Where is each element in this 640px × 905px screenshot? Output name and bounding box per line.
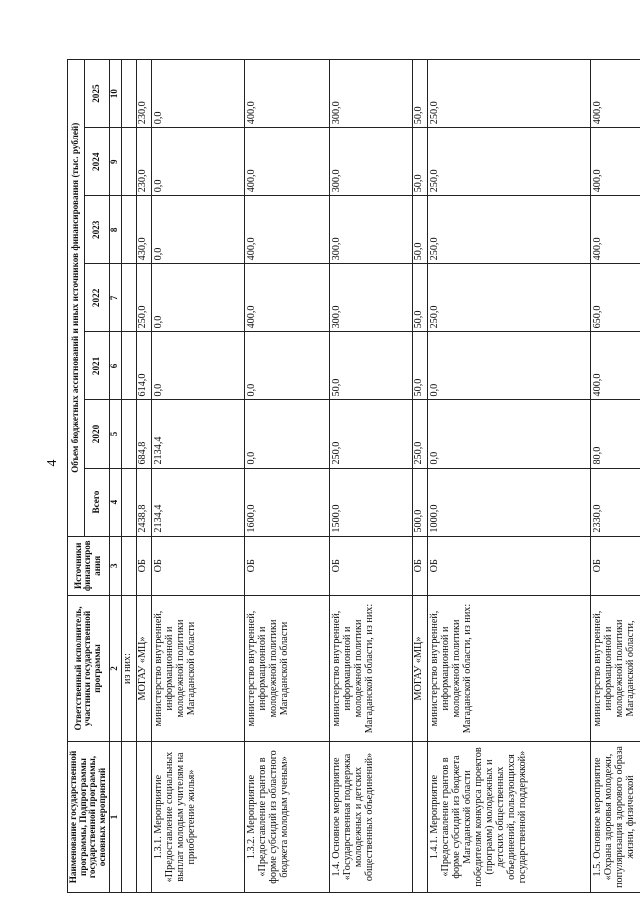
value-cell: [121, 196, 136, 264]
page-number: 4: [45, 459, 60, 467]
value-cell: 250,0: [428, 128, 591, 196]
value-cell: 50,0: [412, 196, 427, 264]
table-row: [152, 60, 245, 893]
value-cell: 400,0: [244, 264, 329, 332]
value-cell: 0,0: [152, 196, 245, 264]
value-cell: 400,0: [244, 196, 329, 264]
value-cell: 250,0: [428, 196, 591, 264]
value-cell: 0,0: [428, 400, 591, 468]
responsible-cell: из них:: [121, 595, 136, 741]
value-cell: 50,0: [412, 128, 427, 196]
header-year: 2021: [85, 332, 110, 400]
value-cell: [121, 400, 136, 468]
header-year: 2022: [85, 264, 110, 332]
responsible-cell: министерство внутренней, информационной и молодежной политики Магаданской области, из них:: [330, 595, 413, 741]
header-program: Наименование государственной программы, Подпрограммы государственной программы, основных мероприятий: [68, 742, 110, 893]
value-cell: [121, 60, 136, 128]
value-cell: 2330,0: [590, 468, 640, 536]
column-number: 3: [109, 536, 121, 595]
value-cell: 400,0: [590, 60, 640, 128]
value-cell: 250,0: [428, 60, 591, 128]
column-number: 8: [109, 196, 121, 264]
activity-cell: 1.3.2. Мероприятие «Предоставление грантов в форме субсидий из областного бюджета молодым ученым»: [244, 742, 329, 893]
column-number: 9: [109, 128, 121, 196]
table-row: [412, 60, 427, 893]
column-number: 5: [109, 400, 121, 468]
value-cell: 614,0: [136, 332, 151, 400]
value-cell: 0,0: [152, 332, 245, 400]
table-row: [330, 60, 413, 893]
value-cell: 0,0: [244, 400, 329, 468]
value-cell: 230,0: [136, 128, 151, 196]
activity-cell: 1.4. Основное мероприятие «Государственная поддержка молодежных и детских общественных объединений»: [330, 742, 413, 893]
header-year: 2023: [85, 196, 110, 264]
value-cell: 2134,4: [152, 468, 245, 536]
activity-cell: [121, 742, 136, 893]
table-row: [244, 60, 329, 893]
header-source: Источники финансиров ания: [68, 536, 110, 595]
table-row: [136, 60, 151, 893]
value-cell: 0,0: [152, 60, 245, 128]
column-number: 1: [109, 742, 121, 893]
column-number: 10: [109, 60, 121, 128]
source-cell: ОБ: [428, 536, 591, 595]
activity-cell: [136, 742, 151, 893]
responsible-cell: министерство внутренней, информационной и молодежной политики Магаданской области: [244, 595, 329, 741]
value-cell: 300,0: [330, 60, 413, 128]
value-cell: 684,8: [136, 400, 151, 468]
responsible-cell: МОГАУ «МЦ»: [136, 595, 151, 741]
value-cell: 430,0: [136, 196, 151, 264]
activity-cell: 1.3.1. Мероприятие «Предоставление социальных выплат молодым учителям на приобретение жилья»: [152, 742, 245, 893]
column-number: 2: [109, 595, 121, 741]
rotated-table-container: [67, 59, 640, 893]
value-cell: 650,0: [590, 264, 640, 332]
activity-cell: 1.4.1. Мероприятие «Предоставление грантов в форме субсидий из бюджета Магаданской области победителям конкурса проектов (программ) молодежных и детских общественных объединений, пользующихся государственной поддержкой»: [428, 742, 591, 893]
table-row: [121, 60, 136, 893]
header-year: 2024: [85, 128, 110, 196]
value-cell: 300,0: [330, 128, 413, 196]
source-cell: [121, 536, 136, 595]
value-cell: 2134,4: [152, 400, 245, 468]
value-cell: 400,0: [244, 128, 329, 196]
header-year: 2025: [85, 60, 110, 128]
source-cell: ОБ: [136, 536, 151, 595]
source-cell: ОБ: [152, 536, 245, 595]
table-row: [590, 60, 640, 893]
value-cell: 250,0: [136, 264, 151, 332]
header-responsible: Ответственный исполнитель, участники государственной программы: [68, 595, 110, 741]
value-cell: 250,0: [428, 264, 591, 332]
value-cell: 230,0: [136, 60, 151, 128]
responsible-cell: МОГАУ «МЦ»: [412, 595, 427, 741]
column-number: 4: [109, 468, 121, 536]
value-cell: 0,0: [244, 332, 329, 400]
value-cell: 0,0: [428, 332, 591, 400]
value-cell: 1500,0: [330, 468, 413, 536]
value-cell: 300,0: [330, 196, 413, 264]
value-cell: 400,0: [590, 196, 640, 264]
value-cell: 400,0: [590, 332, 640, 400]
activity-cell: [412, 742, 427, 893]
value-cell: [121, 128, 136, 196]
value-cell: 50,0: [412, 264, 427, 332]
value-cell: 400,0: [590, 128, 640, 196]
value-cell: 250,0: [330, 400, 413, 468]
value-cell: 1000,0: [428, 468, 591, 536]
header-year: Всего: [85, 468, 110, 536]
source-cell: ОБ: [590, 536, 640, 595]
value-cell: [121, 332, 136, 400]
value-cell: 400,0: [244, 60, 329, 128]
value-cell: 250,0: [412, 400, 427, 468]
value-cell: 300,0: [330, 264, 413, 332]
header-year: 2020: [85, 400, 110, 468]
value-cell: 50,0: [412, 60, 427, 128]
value-cell: 500,0: [412, 468, 427, 536]
value-cell: 50,0: [330, 332, 413, 400]
value-cell: 80,0: [590, 400, 640, 468]
responsible-cell: министерство внутренней, информационной и молодежной политики Магаданской области, из них:: [428, 595, 591, 741]
value-cell: [121, 468, 136, 536]
value-cell: [121, 264, 136, 332]
activity-cell: 1.5. Основное мероприятие «Охрана здоровья молодежи, популяризация здорового образа жизни, физической: [590, 742, 640, 893]
responsible-cell: министерство внутренней, информационной и молодежной политики Магаданской области: [152, 595, 245, 741]
value-cell: 50,0: [412, 332, 427, 400]
value-cell: 1600,0: [244, 468, 329, 536]
value-cell: 0,0: [152, 128, 245, 196]
table-row: [428, 60, 591, 893]
header-funding-group: Объем бюджетных ассигнований и иных источников финансирования (тыс. рублей): [68, 60, 85, 537]
funding-table: [67, 59, 640, 893]
source-cell: ОБ: [244, 536, 329, 595]
column-number: 6: [109, 332, 121, 400]
source-cell: ОБ: [330, 536, 413, 595]
value-cell: 2438,8: [136, 468, 151, 536]
responsible-cell: министерство внутренней, информационной и молодежной политики Магаданской области,: [590, 595, 640, 741]
column-number: 7: [109, 264, 121, 332]
value-cell: 0,0: [152, 264, 245, 332]
source-cell: ОБ: [412, 536, 427, 595]
